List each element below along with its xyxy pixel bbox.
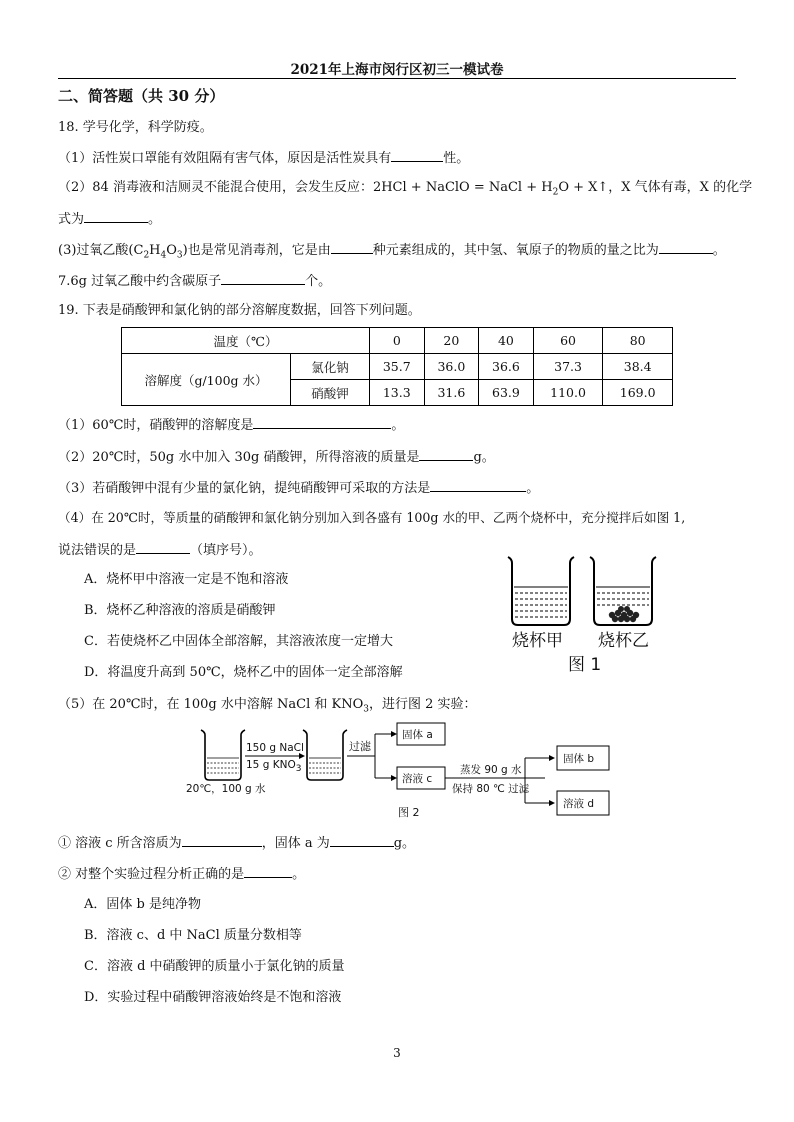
figure1-beakers xyxy=(500,553,670,633)
q19-part3-end: 。 xyxy=(526,481,540,496)
answer-blank[interactable] xyxy=(182,833,262,847)
q19-part1-end: 。 xyxy=(391,418,405,433)
q18-part3-text: )也是常见消毒剂，它是由 xyxy=(182,243,331,258)
value-cell: 38.4 xyxy=(603,354,673,380)
q19-part4-end: （填序号）。 xyxy=(190,543,262,558)
page-header: 2021年上海市闵行区初三一模试卷 xyxy=(290,62,504,78)
q18-part4-text: 7.6g 过氧乙酸中约含碳原子 xyxy=(58,274,222,289)
temp-header: 温度（℃） xyxy=(122,328,370,354)
q19-sub2-text: ② 对整个实验过程分析正确的是 xyxy=(58,867,245,882)
answer-blank[interactable] xyxy=(419,447,473,461)
q18-part2-end: 。 xyxy=(148,212,162,227)
q19-part2 xyxy=(58,447,495,467)
option-d: D．将温度升高到 50℃，烧杯乙中的固体一定全部溶解 xyxy=(84,665,403,680)
value-cell: 13.3 xyxy=(370,380,425,406)
q18-part3-text: (3)过氧乙酸(C xyxy=(58,243,144,258)
q19-part5-text2: ，进行图 2 实验： xyxy=(369,697,477,712)
q18-part2 xyxy=(58,179,752,202)
q18-part2-text2: O + X↑，X 气体有毒，X 的化学 xyxy=(558,180,753,195)
beaker-jia-label: 烧杯甲 xyxy=(512,631,563,651)
q19-part3-text: （3）若硝酸钾中混有少量的氯化钠，提纯硝酸钾可采取的方法是 xyxy=(58,481,431,496)
temp-cell: 80 xyxy=(603,328,673,354)
temp-cell: 0 xyxy=(370,328,425,354)
fig2-add-nacl: 150 g NaCl xyxy=(246,742,304,754)
answer-blank[interactable] xyxy=(430,478,526,492)
q18-part1 xyxy=(58,148,469,168)
substance-name: 硝酸钾 xyxy=(291,380,370,406)
q18-part3 xyxy=(58,240,726,265)
header-rule xyxy=(58,78,736,79)
q18-part1-end: 性。 xyxy=(443,151,470,166)
q18-part2-text: （2）84 消毒液和洁厕灵不能混合使用，会发生反应：2HCl + NaClO = NaCl + H xyxy=(58,180,553,195)
q19-sub1-text: ① 溶液 c 所含溶质为 xyxy=(58,836,182,851)
q18-part3-text: O xyxy=(166,243,177,258)
q19-part4-cont xyxy=(58,540,262,560)
q19-part4: （4）在 20℃时，等质量的硝酸钾和氯化钠分别加入到各盛有 100g 水的甲、乙两个烧杯中，充分搅拌后如图 1, xyxy=(58,510,686,525)
q19-part5 xyxy=(58,696,477,719)
answer-blank[interactable] xyxy=(391,148,443,162)
value-cell: 63.9 xyxy=(479,380,534,406)
subscript: 3 xyxy=(363,704,369,715)
solubility-header: 溶解度（g/100g 水） xyxy=(122,354,291,406)
q18-stem: 18. 学号化学，科学防疫。 xyxy=(58,120,213,135)
table-row xyxy=(122,354,673,380)
q19-part2-text: （2）20℃时，50g 水中加入 30g 硝酸钾，所得溶液的质量是 xyxy=(58,450,420,465)
answer-blank[interactable] xyxy=(136,540,190,554)
beaker-mixed-icon xyxy=(303,730,347,780)
page-number: 3 xyxy=(393,1046,401,1060)
q19-part5-text: （5）在 20℃时，在 100g 水中溶解 NaCl 和 KNO xyxy=(58,697,364,712)
fig2-condition: 20℃，100 g 水 xyxy=(186,783,266,795)
q19-sub2 xyxy=(58,864,305,884)
q19-sub1-text2: ，固体 a 为 xyxy=(261,836,330,851)
option-d: D．实验过程中硝酸钾溶液始终是不饱和溶液 xyxy=(84,990,342,1005)
fig2-add-kno3 xyxy=(246,759,301,774)
q18-part4-end: 个。 xyxy=(305,274,332,289)
value-cell: 37.3 xyxy=(533,354,603,380)
beaker-yi-icon xyxy=(590,557,656,625)
q18-part3-text: 种元素组成的，其中氢、氧原子的物质的量之比为 xyxy=(372,243,659,258)
table-row xyxy=(122,328,673,354)
figure2-caption: 图 2 xyxy=(398,806,420,819)
value-cell: 169.0 xyxy=(603,380,673,406)
value-cell: 31.6 xyxy=(424,380,479,406)
beaker-jia-icon xyxy=(508,557,574,625)
value-cell: 110.0 xyxy=(533,380,603,406)
solubility-table xyxy=(121,327,673,406)
q19-part3 xyxy=(58,478,539,498)
option-a: A．固体 b 是纯净物 xyxy=(84,897,201,912)
subscript: 4 xyxy=(160,250,167,261)
value-cell: 36.0 xyxy=(424,354,479,380)
beaker-yi-label: 烧杯乙 xyxy=(598,631,649,651)
value-cell: 35.7 xyxy=(370,354,425,380)
temp-cell: 60 xyxy=(533,328,603,354)
q18-part3-end: 。 xyxy=(712,243,726,258)
q18-part3-text: H xyxy=(149,243,161,258)
fig2-solution-c: 溶液 c xyxy=(402,773,433,785)
subscript: 3 xyxy=(295,764,302,775)
subscript: 2 xyxy=(143,250,150,261)
q19-part1-text: （1）60℃时，硝酸钾的溶解度是 xyxy=(58,418,254,433)
option-c: C．若使烧杯乙中固体全部溶解，其溶液浓度一定增大 xyxy=(84,634,393,649)
subscript: 3 xyxy=(176,250,183,261)
value-cell: 36.6 xyxy=(479,354,534,380)
fig2-solution-d: 溶液 d xyxy=(563,798,595,810)
fig2-filter: 过滤 xyxy=(349,740,371,753)
q18-part4 xyxy=(58,271,331,291)
fig2-solid-b: 固体 b xyxy=(563,753,595,765)
option-b: B．溶液 c、d 中 NaCl 质量分数相等 xyxy=(84,928,302,943)
answer-blank[interactable] xyxy=(330,833,394,847)
q19-stem: 19. 下表是硝酸钾和氯化钠的部分溶解度数据，回答下列问题。 xyxy=(58,303,421,318)
option-a: A．烧杯甲中溶液一定是不饱和溶液 xyxy=(84,572,289,587)
q18-part1-text: （1）活性炭口罩能有效阻隔有害气体，原因是活性炭具有 xyxy=(58,151,392,166)
answer-blank[interactable] xyxy=(244,864,292,878)
q19-part4-text: 说法错误的是 xyxy=(58,543,137,558)
q18-part2-cont xyxy=(58,209,161,229)
subscript: 2 xyxy=(552,187,559,198)
q19-part2-end: g。 xyxy=(473,450,495,465)
substance-name: 氯化钠 xyxy=(291,354,370,380)
temp-cell: 40 xyxy=(479,328,534,354)
fig2-solid-a: 固体 a xyxy=(402,729,433,741)
q18-part2-text3: 式为 xyxy=(58,212,85,227)
figure1-caption: 图 1 xyxy=(568,655,602,675)
q19-sub2-end: 。 xyxy=(292,867,306,882)
answer-blank[interactable] xyxy=(659,240,713,254)
answer-blank[interactable] xyxy=(331,240,373,254)
option-c: C．溶液 d 中硝酸钾的质量小于氯化钠的质量 xyxy=(84,959,345,974)
q19-part1 xyxy=(58,415,404,435)
answer-blank[interactable] xyxy=(253,415,391,429)
answer-blank[interactable] xyxy=(84,209,148,223)
q19-sub1-end: g。 xyxy=(393,836,416,851)
answer-blank[interactable] xyxy=(221,271,305,285)
q19-sub1 xyxy=(58,833,415,853)
option-b: B．烧杯乙种溶液的溶质是硝酸钾 xyxy=(84,603,276,618)
fig2-add-kno3-text: 15 g KNO xyxy=(246,759,296,771)
fig2-keep-temp: 保持 80 ℃ 过滤 xyxy=(452,783,530,795)
fig2-evaporate: 蒸发 90 g 水 xyxy=(460,764,522,776)
temp-cell: 20 xyxy=(424,328,479,354)
beaker-start-icon xyxy=(201,730,245,780)
section-title: 二、简答题（共 30 分） xyxy=(58,87,225,105)
